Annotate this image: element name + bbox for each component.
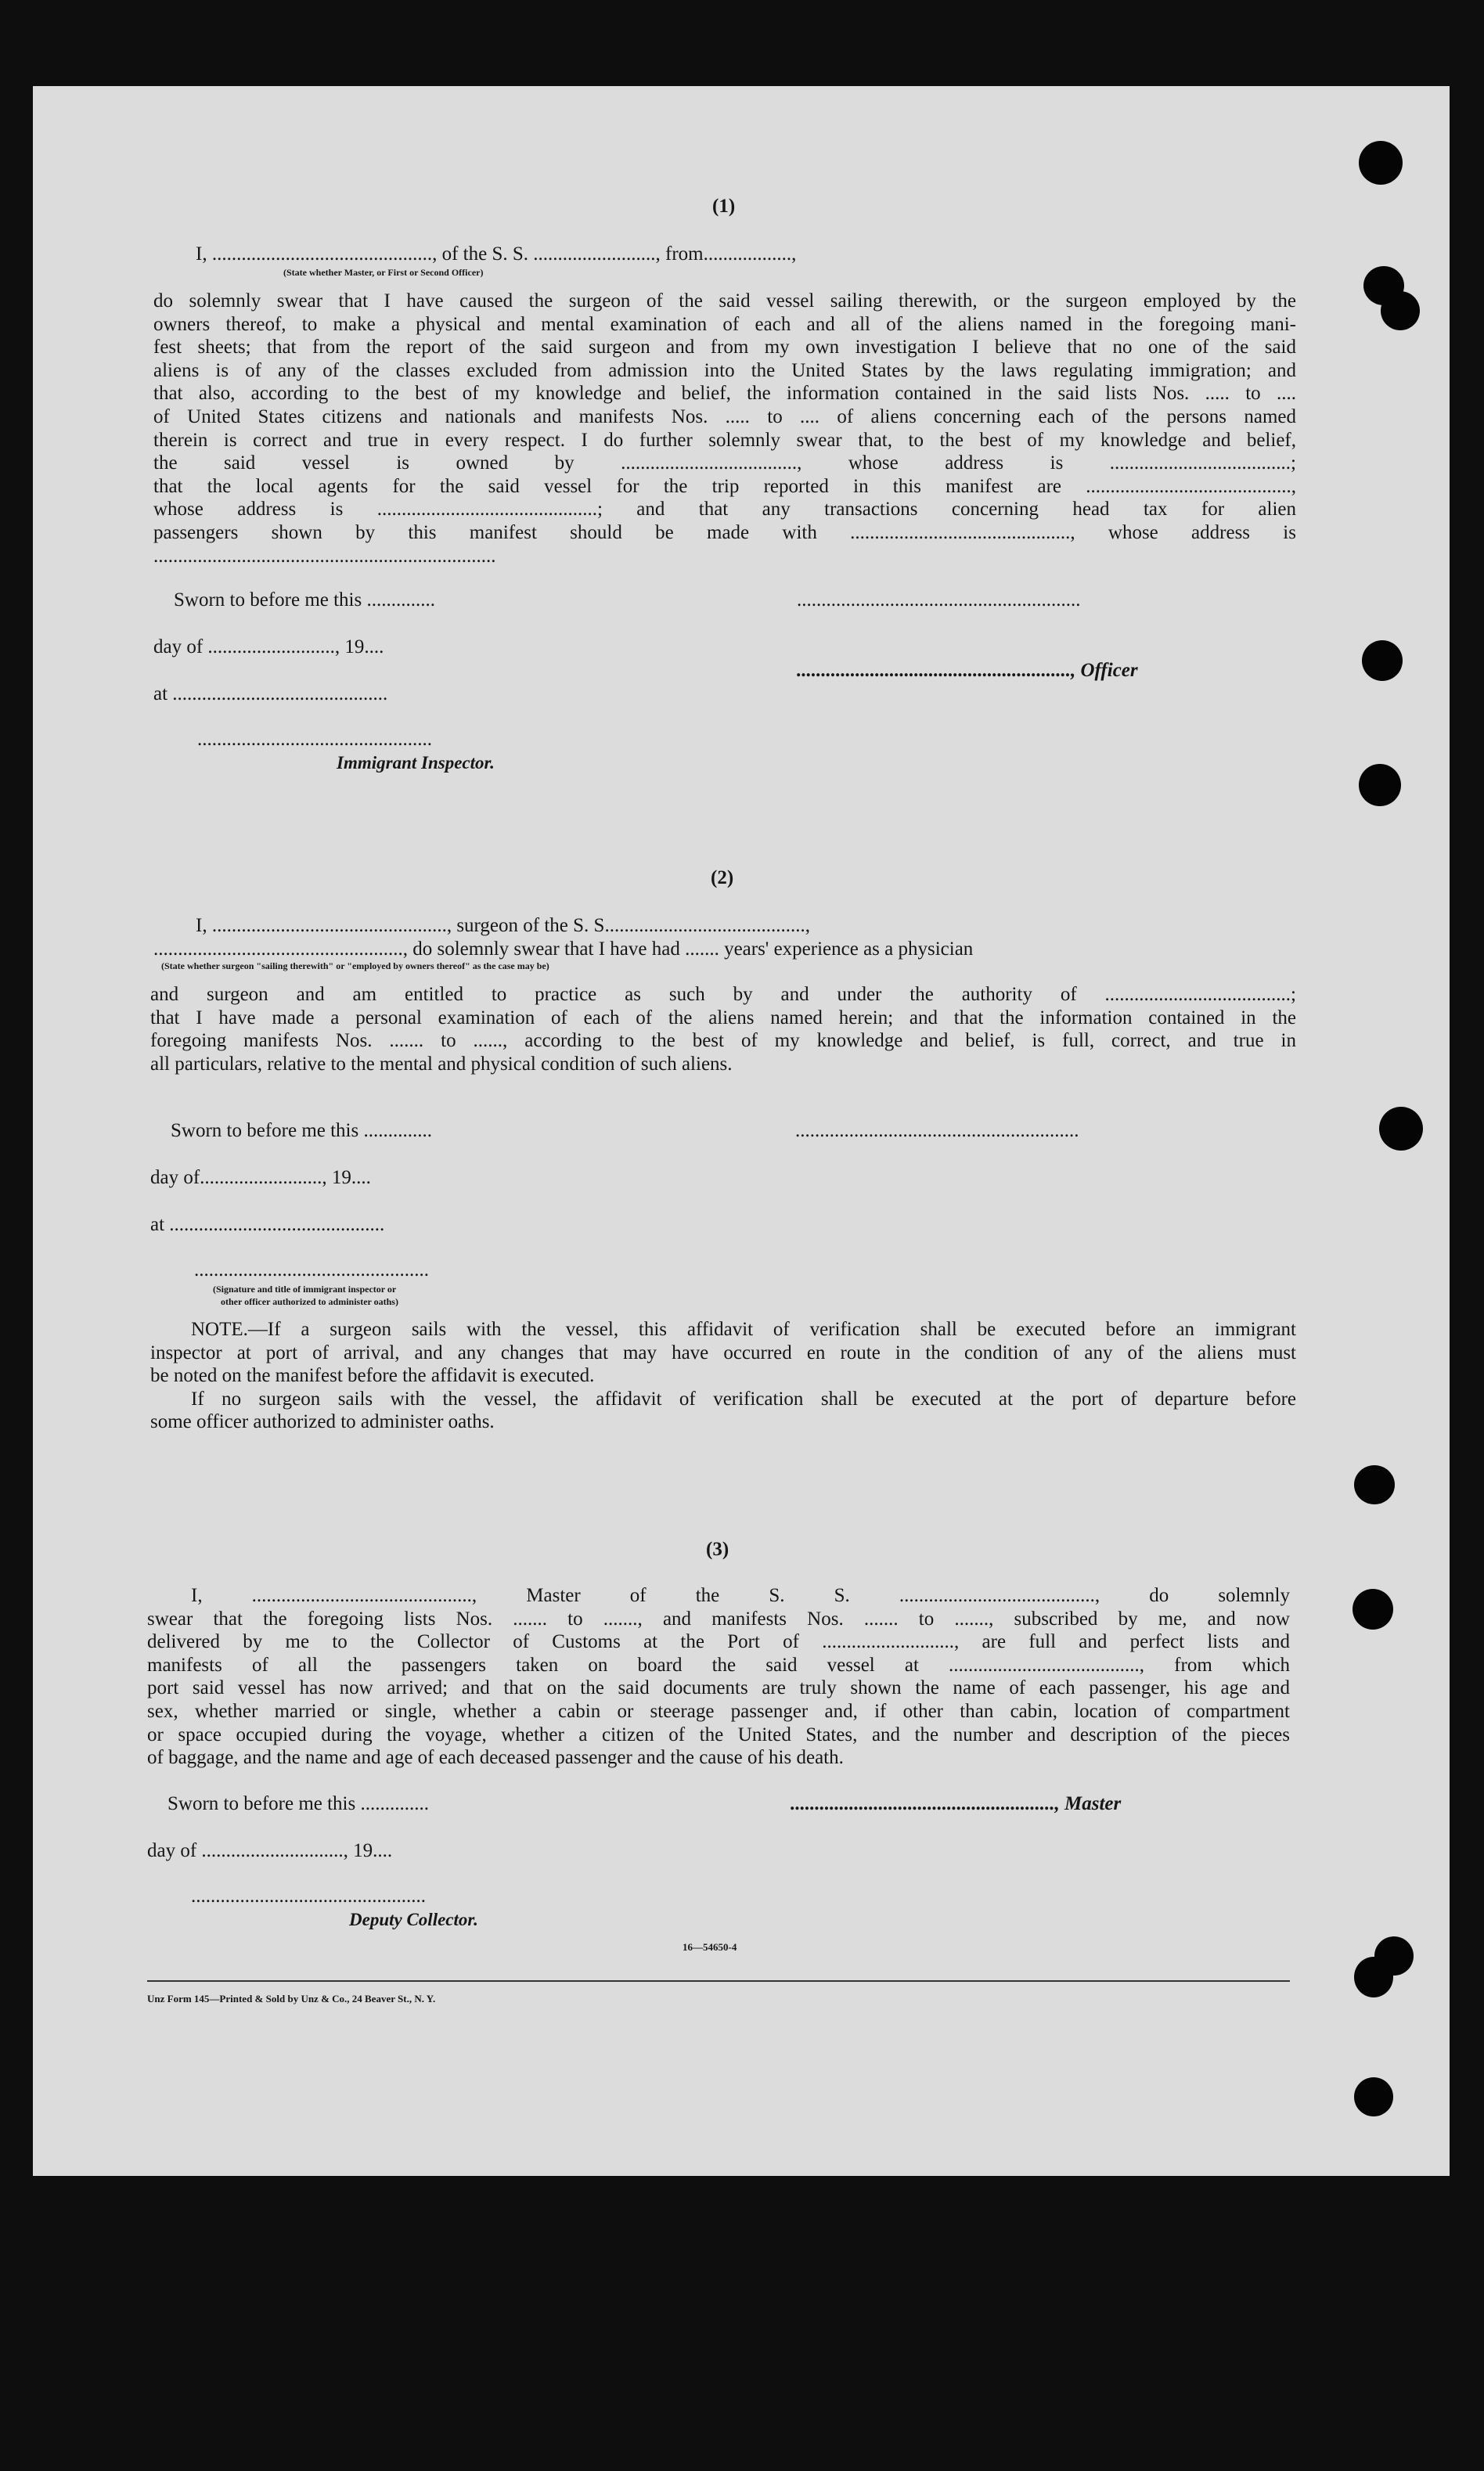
note-line: inspector at port of arrival, and any changes that may have occurred en route in the condition of any of the aliens must: [150, 1342, 1296, 1363]
oath-line: of United States citizens and nationals and manifests Nos. ..... to .... of aliens concerning each of the persons named: [153, 405, 1296, 427]
sworn-line: Sworn to before me this ..............: [171, 1120, 432, 1141]
sworn-line: Sworn to before me this ..............: [167, 1793, 429, 1814]
section-2-oath-text: [150, 983, 1296, 1075]
signature-line: ..........................................................: [795, 1120, 1079, 1141]
note-line: be noted on the manifest before the affidavit is executed.: [150, 1365, 595, 1387]
section-2-heading: (2): [711, 867, 734, 888]
section-1-oath-text: [153, 290, 1296, 567]
oath-line: owners thereof, to make a physical and mental examination of each and all of the aliens named in the foregoing mani-: [153, 313, 1296, 335]
master-signature-line: ......................................................, Master: [791, 1793, 1122, 1814]
signature-line: ..........................................................: [797, 589, 1081, 611]
punch-hole: [1353, 1589, 1393, 1630]
section-3-oath-text: [147, 1584, 1290, 1770]
inspector-signature-line: ................................................: [197, 729, 432, 750]
form-number: 16—54650-4: [683, 1941, 737, 1953]
officer-signature-line: ........................................................, Officer: [797, 660, 1138, 681]
at-line: at ............................................: [150, 1214, 385, 1235]
oath-line: the said vessel is owned by ...................................., whose address is .....................................;: [153, 452, 1296, 474]
oath-line: all particulars, relative to the mental and physical condition of such aliens.: [150, 1053, 733, 1075]
inspector-signature-line: ................................................: [194, 1259, 429, 1281]
note-line: some officer authorized to administer oaths.: [150, 1411, 495, 1433]
sworn-line: Sworn to before me this ..............: [174, 589, 435, 611]
printer-imprint: Unz Form 145—Printed & Sold by Unz & Co., 24 Beaver St., N. Y.: [147, 1993, 436, 2005]
oath-line: I, ............................................., Master of the S. S. ........................................, do solemnly: [191, 1585, 1290, 1606]
day-line: day of .........................., 19....: [153, 636, 384, 657]
oath-line: sex, whether married or single, whether a cabin or steerage passenger and, if other than cabin, location of compartment: [147, 1700, 1290, 1722]
deputy-collector-label: Deputy Collector.: [349, 1910, 478, 1929]
oath-line: whose address is .............................................; and that any transactions concerning head tax for alien: [153, 499, 1296, 520]
note-line: If no surgeon sails with the vessel, the affidavit of verification shall be executed at the port of departure before: [191, 1388, 1296, 1410]
oath-line: passengers shown by this manifest should be made with ............................................., whose address is: [153, 521, 1296, 543]
punch-hole: [1359, 764, 1401, 806]
signature-caption: (Signature and title of immigrant inspector or: [213, 1284, 397, 1295]
section-2-second-line: ..................................................., do solemnly swear that I have had ....... years' experience as a physician: [153, 938, 974, 960]
section-1-heading: (1): [712, 196, 736, 217]
note-text: [150, 1318, 1296, 1434]
punch-hole: [1362, 640, 1403, 681]
punch-hole: [1354, 1957, 1393, 1997]
at-line: at ............................................: [153, 683, 388, 704]
signature-caption: other officer authorized to administer oaths): [221, 1296, 398, 1307]
oath-line: port said vessel has now arrived; and that on the said documents are truly shown the name of each passenger, his age and: [147, 1677, 1290, 1699]
oath-line: swear that the foregoing lists Nos. ....... to ......., and manifests Nos. ....... to ......., subscribed by me, and now: [147, 1608, 1290, 1630]
oath-line: do solemnly swear that I have caused the surgeon of the said vessel sailing therewith, or the surgeon employed by the: [153, 290, 1296, 312]
oath-line: ......................................................................: [153, 545, 496, 567]
oath-line: foregoing manifests Nos. ....... to ......, according to the best of my knowledge and belief, is full, correct, and true in: [150, 1030, 1296, 1052]
oath-line: delivered by me to the Collector of Customs at the Port of ..........................., are full and perfect lists and: [147, 1631, 1290, 1653]
oath-line: aliens is of any of the classes excluded from admission into the United States by the laws regulating immigration; and: [153, 359, 1296, 381]
punch-hole: [1354, 2077, 1393, 2116]
note-line: NOTE.—If a surgeon sails with the vessel, this affidavit of verification shall be executed before an immigrant: [191, 1319, 1296, 1340]
punch-hole: [1354, 1465, 1395, 1504]
oath-line: or space occupied during the voyage, whether a citizen of the United States, and the number and description of the pieces: [147, 1724, 1290, 1745]
oath-line: therein is correct and true in every respect. I do further solemnly swear that, to the best of my knowledge and belief,: [153, 429, 1296, 451]
oath-line: that also, according to the best of my knowledge and belief, the information contained in the said lists Nos. ..... to ....: [153, 383, 1296, 405]
oath-line: that the local agents for the said vessel for the trip reported in this manifest are ..........................................,: [153, 475, 1296, 497]
section-1-caption: (State whether Master, or First or Second Officer): [283, 267, 484, 278]
oath-line: and surgeon and am entitled to practice as such by and under the authority of ......................................;: [150, 984, 1296, 1005]
section-2-first-line: I, ................................................, surgeon of the S. S.........................................,: [196, 915, 810, 936]
day-line: day of........................., 19....: [150, 1167, 371, 1188]
immigrant-inspector-label: Immigrant Inspector.: [337, 753, 495, 773]
oath-line: of baggage, and the name and age of each deceased passenger and the cause of his death.: [147, 1747, 844, 1769]
section-1-first-line: I, ............................................., of the S. S. ........................., from..................,: [196, 243, 797, 265]
collector-signature-line: ................................................: [191, 1886, 426, 1907]
punch-hole: [1381, 291, 1420, 330]
punch-hole: [1379, 1107, 1423, 1151]
oath-line: that I have made a personal examination of each of the aliens named herein; and that the information contained in the: [150, 1007, 1296, 1028]
punch-hole: [1359, 141, 1403, 185]
oath-line: manifests of all the passengers taken on board the said vessel at ......................................., from which: [147, 1654, 1290, 1676]
section-3-heading: (3): [706, 1539, 729, 1560]
section-2-caption: (State whether surgeon "sailing therewith" or "employed by owners thereof" as the case may be): [161, 960, 549, 971]
day-line: day of ............................., 19....: [147, 1840, 393, 1861]
footer-divider: [147, 1980, 1290, 1982]
oath-line: fest sheets; that from the report of the said surgeon and from my own investigation I believe that no one of the said: [153, 337, 1296, 358]
